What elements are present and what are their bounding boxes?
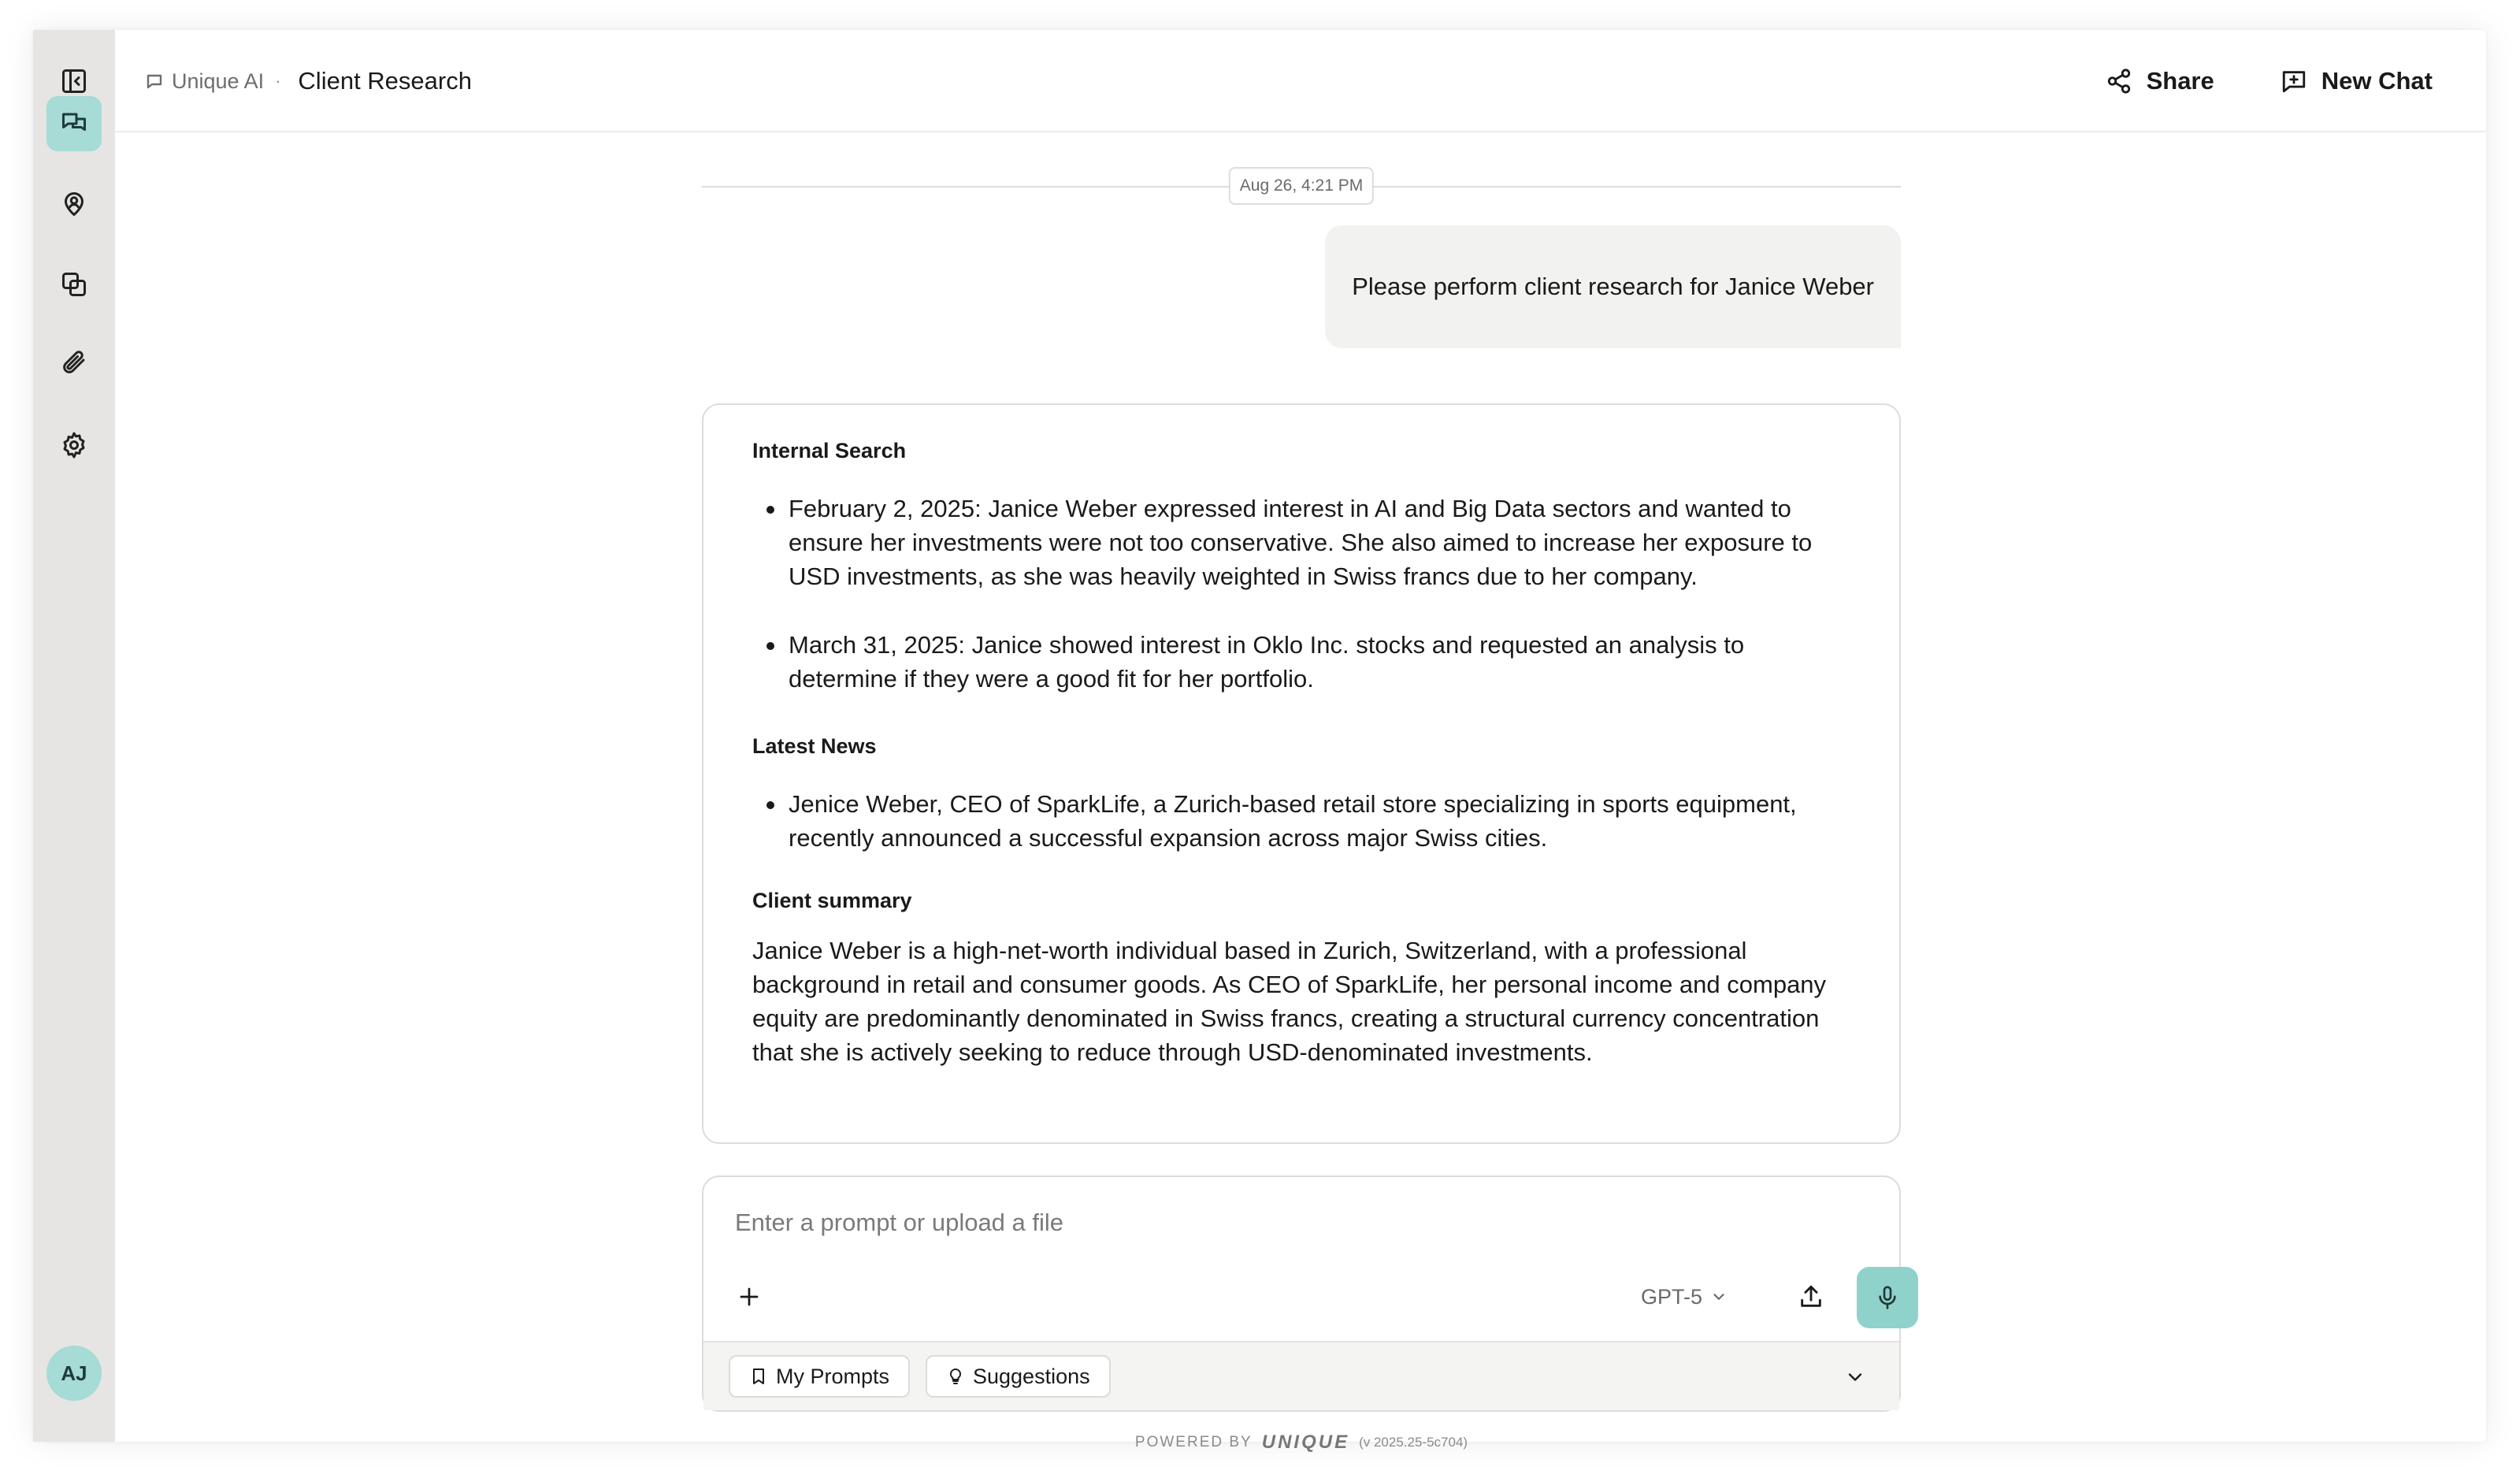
list-item: February 2, 2025: Janice Weber expressed interest in AI and Big Data sectors and wanted to ensure her investments were not too conservative. She also aimed to increase her exposure to USD investments, as she was heavily weighted in Swiss francs due to her company. [752, 492, 1850, 593]
my-prompts-label: My Prompts [776, 1364, 890, 1388]
version-label: (v 2025.25-5c704) [1359, 1435, 1468, 1450]
sidebar-rail [33, 30, 115, 1442]
assistant-answer [702, 403, 1901, 1144]
model-select-value: GPT-5 [1641, 1284, 1703, 1309]
page-title: Client Research [298, 67, 472, 95]
brand-logo: UNIQUE [1261, 1432, 1350, 1453]
plus-icon [737, 1285, 761, 1309]
bookmark-icon [749, 1367, 768, 1386]
avatar-initials: AJ [61, 1361, 87, 1385]
paperclip-icon [60, 351, 88, 379]
section-title-client-summary: Client summary [752, 889, 912, 912]
chevron-down-icon [1710, 1288, 1728, 1305]
internal-search-list [752, 492, 1850, 696]
chevron-down-icon [1844, 1366, 1866, 1388]
composer-footer [703, 1341, 1899, 1410]
section-title-latest-news: Latest News [752, 734, 877, 758]
breadcrumb-separator: · [275, 71, 281, 91]
user-pin-icon [60, 190, 88, 218]
client-summary-text: Janice Weber is a high-net-worth individual based in Zurich, Switzerland, with a professional background in retail and consumer goods. As CEO of SparkLife, her personal income and company equity are predominantly denominated in Swiss francs, creating a structural currency concentration that she is actively seeking to reduce through USD-denominated investments. [752, 937, 1827, 1066]
powered-by-footer [702, 1431, 1901, 1454]
section-title-internal-search: Internal Search [752, 439, 907, 462]
lightbulb-icon [946, 1367, 965, 1386]
upload-icon [1798, 1283, 1824, 1310]
sidebar-item-spaces[interactable] [46, 176, 102, 232]
new-chat-label: New Chat [2321, 67, 2433, 95]
breadcrumb-app-name: Unique AI [172, 69, 265, 93]
gear-icon [60, 431, 88, 459]
breadcrumb-app[interactable] [145, 69, 264, 94]
header [115, 30, 2486, 132]
my-prompts-button[interactable] [729, 1355, 910, 1398]
suggestions-button[interactable] [926, 1355, 1111, 1398]
model-select[interactable] [1641, 1279, 1728, 1314]
header-actions [2106, 30, 2433, 132]
new-chat-icon [2281, 68, 2307, 95]
share-icon [2106, 68, 2132, 95]
expand-footer-button[interactable] [1839, 1361, 1871, 1393]
chat-bubbles-icon [60, 110, 88, 138]
share-button[interactable] [2106, 67, 2214, 95]
user-message [1325, 225, 1901, 348]
prompt-input[interactable] [735, 1207, 1680, 1238]
list-item: Jenice Weber, CEO of SparkLife, a Zurich-based retail store specializing in sports equipment, recently announced a successful expansion across major Swiss cities. [752, 787, 1850, 855]
new-chat-button[interactable] [2281, 67, 2433, 95]
voice-input-button[interactable] [1857, 1267, 1918, 1328]
app-window [33, 30, 2486, 1453]
avatar[interactable] [46, 1346, 102, 1401]
sidebar-item-settings[interactable] [46, 418, 102, 473]
sidebar-toggle-icon [60, 67, 88, 95]
user-message-text: Please perform client research for Janice Weber [1352, 273, 1874, 300]
share-label: Share [2146, 67, 2214, 95]
breadcrumb [145, 30, 472, 132]
sidebar-item-attachments[interactable] [46, 337, 102, 392]
message-timestamp: Aug 26, 4:21 PM [1229, 167, 1374, 205]
powered-by-label: POWERED BY [1134, 1434, 1253, 1450]
copy-squares-icon [60, 270, 88, 299]
list-item: March 31, 2025: Janice showed interest in Oklo Inc. stocks and requested an analysis to determine if they were a good fit for her portfolio. [752, 628, 1850, 696]
prompt-composer [702, 1175, 1901, 1412]
suggestions-label: Suggestions [973, 1364, 1090, 1388]
sidebar-item-chats[interactable] [46, 96, 102, 151]
latest-news-list [752, 787, 1850, 855]
upload-button[interactable] [1794, 1279, 1828, 1314]
microphone-icon [1875, 1285, 1900, 1310]
chat-bubble-icon [145, 72, 164, 91]
add-attachment-button[interactable] [732, 1279, 766, 1314]
sidebar-item-knowledge[interactable] [46, 257, 102, 312]
date-separator [702, 167, 1901, 205]
